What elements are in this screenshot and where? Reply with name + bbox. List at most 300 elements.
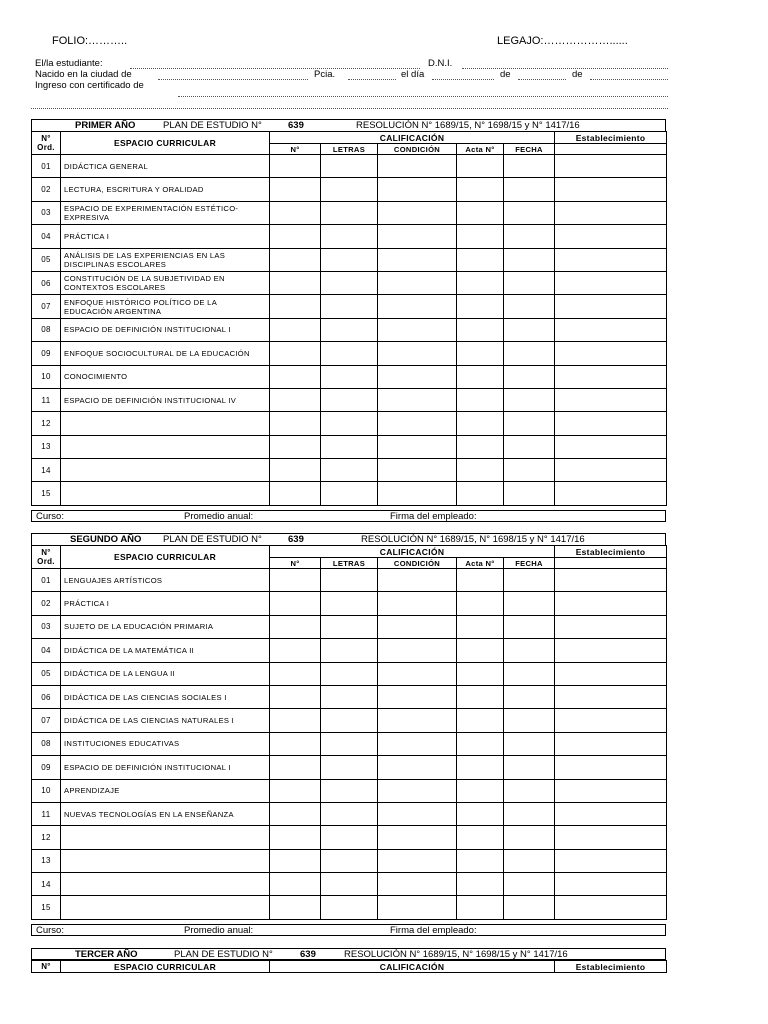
date-cell[interactable] [504, 248, 555, 271]
record-cell[interactable] [457, 826, 504, 849]
record-cell[interactable] [457, 365, 504, 388]
col-subject: ESPACIO CURRICULAR [61, 961, 270, 973]
subject-order: 01 [32, 569, 61, 592]
month-field[interactable] [518, 79, 566, 80]
date-cell[interactable] [504, 155, 555, 178]
province-field[interactable] [348, 79, 396, 80]
col-grade-number: N° [270, 144, 321, 155]
date-cell[interactable] [504, 662, 555, 685]
condition-cell[interactable] [378, 295, 457, 318]
subject-row [32, 779, 667, 802]
grade-letters-cell[interactable] [321, 779, 378, 802]
subject-order: 15 [32, 896, 61, 919]
grade-letters-cell[interactable] [321, 201, 378, 224]
record-cell[interactable] [457, 388, 504, 411]
grade-letters-cell[interactable] [321, 592, 378, 615]
condition-cell[interactable] [378, 685, 457, 708]
subject-order: 13 [32, 849, 61, 872]
grade-number-cell[interactable] [270, 365, 321, 388]
subject-name: DIDÁCTICA DE LA LENGUA II [61, 662, 270, 685]
year-2-plan-label: PLAN DE ESTUDIO N° [163, 534, 262, 545]
date-cell[interactable] [504, 435, 555, 458]
col-school: Establecimiento [555, 546, 667, 558]
grade-letters-cell[interactable] [321, 756, 378, 779]
student-label: El/la estudiante: [35, 58, 103, 69]
subject-name: ESPACIO DE DEFINICIÓN INSTITUCIONAL IV [61, 388, 270, 411]
school-cell[interactable] [555, 709, 667, 732]
grade-number-cell[interactable] [270, 459, 321, 482]
subject-name: CONOCIMIENTO [61, 365, 270, 388]
col-condition: CONDICIÓN [378, 558, 457, 569]
school-cell[interactable] [555, 201, 667, 224]
grade-letters-cell[interactable] [321, 639, 378, 662]
date-cell[interactable] [504, 569, 555, 592]
grade-number-cell[interactable] [270, 802, 321, 825]
subject-row [32, 709, 667, 732]
subject-order: 14 [32, 459, 61, 482]
grade-letters-cell[interactable] [321, 178, 378, 201]
record-cell[interactable] [457, 662, 504, 685]
legajo-label: LEGAJO:………………...... [497, 35, 628, 47]
subject-order: 04 [32, 225, 61, 248]
subject-order: 12 [32, 826, 61, 849]
grade-letters-cell[interactable] [321, 342, 378, 365]
subject-order: 15 [32, 482, 61, 505]
date-cell[interactable] [504, 779, 555, 802]
grade-letters-cell[interactable] [321, 615, 378, 638]
record-cell[interactable] [457, 639, 504, 662]
col-date: FECHA [504, 144, 555, 155]
subject-row [32, 318, 667, 341]
condition-cell[interactable] [378, 318, 457, 341]
subject-order: 08 [32, 318, 61, 341]
subject-name: PRÁCTICA I [61, 592, 270, 615]
subject-order: 05 [32, 662, 61, 685]
record-cell[interactable] [457, 318, 504, 341]
condition-cell[interactable] [378, 756, 457, 779]
date-cell[interactable] [504, 826, 555, 849]
grade-letters-cell[interactable] [321, 826, 378, 849]
condition-cell[interactable] [378, 225, 457, 248]
subject-name: APRENDIZAJE [61, 779, 270, 802]
date-cell[interactable] [504, 732, 555, 755]
subject-name: DIDÁCTICA DE LAS CIENCIAS SOCIALES I [61, 685, 270, 708]
date-cell[interactable] [504, 412, 555, 435]
school-cell[interactable] [555, 685, 667, 708]
record-cell[interactable] [457, 873, 504, 896]
subject-row [32, 592, 667, 615]
school-cell[interactable] [555, 271, 667, 294]
grade-number-cell[interactable] [270, 592, 321, 615]
grade-letters-cell[interactable] [321, 482, 378, 505]
grade-letters-cell[interactable] [321, 248, 378, 271]
record-cell[interactable] [457, 756, 504, 779]
grade-letters-cell[interactable] [321, 318, 378, 341]
grade-number-cell[interactable] [270, 482, 321, 505]
grade-letters-cell[interactable] [321, 802, 378, 825]
subject-name [61, 482, 270, 505]
year-3-plan-number: 639 [300, 949, 316, 960]
grade-letters-cell[interactable] [321, 225, 378, 248]
col-grade: CALIFICACIÓN [270, 546, 555, 558]
date-cell[interactable] [504, 482, 555, 505]
subject-order: 09 [32, 756, 61, 779]
school-cell[interactable] [555, 802, 667, 825]
condition-cell[interactable] [378, 482, 457, 505]
grade-letters-cell[interactable] [321, 155, 378, 178]
school-cell[interactable] [555, 459, 667, 482]
condition-cell[interactable] [378, 435, 457, 458]
date-cell[interactable] [504, 802, 555, 825]
year-1-signature-label: Firma del empleado: [390, 511, 477, 522]
col-school: Establecimiento [555, 132, 667, 144]
grade-number-cell[interactable] [270, 342, 321, 365]
province-label: Pcia. [314, 69, 336, 80]
grade-number-cell[interactable] [270, 295, 321, 318]
school-cell[interactable] [555, 662, 667, 685]
subject-row [32, 459, 667, 482]
date-cell[interactable] [504, 342, 555, 365]
school-cell[interactable] [555, 615, 667, 638]
record-cell[interactable] [457, 271, 504, 294]
condition-cell[interactable] [378, 412, 457, 435]
col-record: Acta N° [457, 144, 504, 155]
date-cell[interactable] [504, 756, 555, 779]
record-cell[interactable] [457, 482, 504, 505]
grade-number-cell[interactable] [270, 779, 321, 802]
subject-name [61, 849, 270, 872]
year-1-plan-number: 639 [288, 120, 304, 131]
subject-order: 04 [32, 639, 61, 662]
grade-number-cell[interactable] [270, 201, 321, 224]
subject-order: 02 [32, 178, 61, 201]
date-cell[interactable] [504, 295, 555, 318]
grade-number-cell[interactable] [270, 569, 321, 592]
condition-cell[interactable] [378, 732, 457, 755]
subject-name: DIDÁCTICA DE LA MATEMÁTICA II [61, 639, 270, 662]
school-cell[interactable] [555, 592, 667, 615]
year-field[interactable] [590, 79, 668, 80]
school-cell[interactable] [555, 896, 667, 919]
record-cell[interactable] [457, 342, 504, 365]
subject-row [32, 802, 667, 825]
subject-row [32, 201, 667, 224]
day-label: el día [401, 69, 425, 80]
condition-cell[interactable] [378, 388, 457, 411]
subject-row [32, 178, 667, 201]
record-cell[interactable] [457, 685, 504, 708]
year-2-footer [31, 924, 666, 936]
col-subject: ESPACIO CURRICULAR [61, 546, 270, 569]
subject-row [32, 295, 667, 318]
grade-letters-cell[interactable] [321, 388, 378, 411]
school-cell[interactable] [555, 639, 667, 662]
subject-order: 14 [32, 873, 61, 896]
subject-name: PRÁCTICA I [61, 225, 270, 248]
school-cell[interactable] [555, 295, 667, 318]
date-cell[interactable] [504, 685, 555, 708]
grade-number-cell[interactable] [270, 225, 321, 248]
subject-order: 07 [32, 709, 61, 732]
date-cell[interactable] [504, 388, 555, 411]
record-cell[interactable] [457, 615, 504, 638]
col-number: N° Ord. [32, 132, 61, 155]
grade-letters-cell[interactable] [321, 569, 378, 592]
subject-order: 13 [32, 435, 61, 458]
record-cell[interactable] [457, 802, 504, 825]
col-record: Acta N° [457, 558, 504, 569]
record-cell[interactable] [457, 709, 504, 732]
year-3-name: TERCER AÑO [75, 949, 138, 960]
school-cell[interactable] [555, 873, 667, 896]
subject-name: DIDÁCTICA GENERAL [61, 155, 270, 178]
grade-letters-cell[interactable] [321, 873, 378, 896]
school-cell[interactable] [555, 482, 667, 505]
date-cell[interactable] [504, 201, 555, 224]
school-cell[interactable] [555, 826, 667, 849]
grade-letters-cell[interactable] [321, 685, 378, 708]
subject-row [32, 271, 667, 294]
school-cell[interactable] [555, 248, 667, 271]
condition-cell[interactable] [378, 615, 457, 638]
date-cell[interactable] [504, 873, 555, 896]
school-cell[interactable] [555, 342, 667, 365]
subject-row [32, 756, 667, 779]
record-cell[interactable] [457, 225, 504, 248]
record-cell[interactable] [457, 569, 504, 592]
subject-row [32, 365, 667, 388]
record-cell[interactable] [457, 178, 504, 201]
grade-number-cell[interactable] [270, 849, 321, 872]
subject-row [32, 849, 667, 872]
year-2-name: SEGUNDO AÑO [70, 534, 142, 545]
grade-number-cell[interactable] [270, 662, 321, 685]
condition-cell[interactable] [378, 826, 457, 849]
subject-row [32, 342, 667, 365]
condition-cell[interactable] [378, 569, 457, 592]
date-cell[interactable] [504, 365, 555, 388]
subject-row [32, 639, 667, 662]
subject-name [61, 896, 270, 919]
folio-label: FOLIO:……….. [52, 35, 128, 47]
year-2-course-label: Curso: [36, 925, 64, 936]
school-cell[interactable] [555, 569, 667, 592]
condition-cell[interactable] [378, 849, 457, 872]
grade-letters-cell[interactable] [321, 365, 378, 388]
city-field[interactable] [158, 79, 308, 80]
date-cell[interactable] [504, 639, 555, 662]
subject-row [32, 388, 667, 411]
school-cell[interactable] [555, 318, 667, 341]
grade-number-cell[interactable] [270, 709, 321, 732]
subject-row [32, 225, 667, 248]
year-2-title-bar [31, 533, 666, 545]
year-1-title-bar [31, 119, 666, 131]
col-grade-number: N° [270, 558, 321, 569]
grade-number-cell[interactable] [270, 435, 321, 458]
record-cell[interactable] [457, 732, 504, 755]
school-cell[interactable] [555, 365, 667, 388]
col-grade-letters: LETRAS [321, 558, 378, 569]
subject-order: 05 [32, 248, 61, 271]
date-cell[interactable] [504, 271, 555, 294]
subject-order: 07 [32, 295, 61, 318]
subject-order: 10 [32, 365, 61, 388]
condition-cell[interactable] [378, 639, 457, 662]
student-field[interactable] [130, 68, 420, 69]
school-cell[interactable] [555, 178, 667, 201]
record-cell[interactable] [457, 849, 504, 872]
grade-letters-cell[interactable] [321, 435, 378, 458]
school-cell[interactable] [555, 155, 667, 178]
condition-cell[interactable] [378, 873, 457, 896]
grade-number-cell[interactable] [270, 318, 321, 341]
condition-cell[interactable] [378, 155, 457, 178]
grade-letters-cell[interactable] [321, 662, 378, 685]
day-field[interactable] [432, 79, 494, 80]
col-condition: CONDICIÓN [378, 144, 457, 155]
subject-order: 03 [32, 615, 61, 638]
grade-number-cell[interactable] [270, 412, 321, 435]
condition-cell[interactable] [378, 248, 457, 271]
grade-number-cell[interactable] [270, 896, 321, 919]
school-cell[interactable] [555, 388, 667, 411]
subject-order: 12 [32, 412, 61, 435]
condition-cell[interactable] [378, 365, 457, 388]
record-cell[interactable] [457, 459, 504, 482]
subject-order: 11 [32, 802, 61, 825]
record-cell[interactable] [457, 779, 504, 802]
date-cell[interactable] [504, 592, 555, 615]
date-cell[interactable] [504, 709, 555, 732]
school-cell[interactable] [555, 732, 667, 755]
condition-cell[interactable] [378, 802, 457, 825]
grade-number-cell[interactable] [270, 639, 321, 662]
condition-cell[interactable] [378, 709, 457, 732]
record-cell[interactable] [457, 201, 504, 224]
year-1-resolution: RESOLUCIÓN N° 1689/15, N° 1698/15 y N° 1417/16 [356, 120, 580, 131]
school-cell[interactable] [555, 756, 667, 779]
col-number: N° Ord. [32, 546, 61, 569]
month-de-label: de [500, 69, 511, 80]
grade-letters-cell[interactable] [321, 732, 378, 755]
subject-order: 10 [32, 779, 61, 802]
subject-row [32, 569, 667, 592]
grade-number-cell[interactable] [270, 732, 321, 755]
grade-letters-cell[interactable] [321, 849, 378, 872]
grade-letters-cell[interactable] [321, 709, 378, 732]
condition-cell[interactable] [378, 896, 457, 919]
col-grade: CALIFICACIÓN [270, 132, 555, 144]
date-cell[interactable] [504, 459, 555, 482]
subject-row [32, 732, 667, 755]
condition-cell[interactable] [378, 271, 457, 294]
date-cell[interactable] [504, 849, 555, 872]
subject-order: 09 [32, 342, 61, 365]
record-cell[interactable] [457, 896, 504, 919]
school-cell[interactable] [555, 435, 667, 458]
year-1-course-label: Curso: [36, 511, 64, 522]
subject-order: 06 [32, 271, 61, 294]
subject-name: ENFOQUE HISTÓRICO POLÍTICO DE LA EDUCACIÓN ARGENTINA [61, 295, 270, 318]
col-number: N° [32, 961, 61, 973]
certificate-field-line2[interactable] [31, 108, 668, 109]
grade-number-cell[interactable] [270, 388, 321, 411]
grade-letters-cell[interactable] [321, 896, 378, 919]
school-cell[interactable] [555, 412, 667, 435]
grade-number-cell[interactable] [270, 155, 321, 178]
date-cell[interactable] [504, 318, 555, 341]
condition-cell[interactable] [378, 779, 457, 802]
grade-number-cell[interactable] [270, 271, 321, 294]
subject-name: NUEVAS TECNOLOGÍAS EN LA ENSEÑANZA [61, 802, 270, 825]
date-cell[interactable] [504, 896, 555, 919]
school-cell[interactable] [555, 779, 667, 802]
record-cell[interactable] [457, 155, 504, 178]
col-school-sub [555, 558, 667, 569]
grade-number-cell[interactable] [270, 826, 321, 849]
condition-cell[interactable] [378, 342, 457, 365]
year-3-plan-label: PLAN DE ESTUDIO N° [174, 949, 273, 960]
record-cell[interactable] [457, 592, 504, 615]
grade-letters-cell[interactable] [321, 271, 378, 294]
subject-name: LECTURA, ESCRITURA Y ORALIDAD [61, 178, 270, 201]
certificate-field[interactable] [178, 96, 668, 97]
year-1-name: PRIMER AÑO [75, 120, 136, 131]
school-cell[interactable] [555, 225, 667, 248]
condition-cell[interactable] [378, 592, 457, 615]
grade-letters-cell[interactable] [321, 412, 378, 435]
record-cell[interactable] [457, 435, 504, 458]
grade-number-cell[interactable] [270, 873, 321, 896]
subject-row [32, 248, 667, 271]
subject-row [32, 412, 667, 435]
year-2-table [31, 545, 667, 920]
condition-cell[interactable] [378, 662, 457, 685]
grade-number-cell[interactable] [270, 178, 321, 201]
condition-cell[interactable] [378, 178, 457, 201]
year-1-plan-label: PLAN DE ESTUDIO N° [163, 120, 262, 131]
date-cell[interactable] [504, 225, 555, 248]
grade-number-cell[interactable] [270, 248, 321, 271]
school-cell[interactable] [555, 849, 667, 872]
dni-field[interactable] [462, 68, 668, 69]
subject-row [32, 896, 667, 919]
subject-name [61, 826, 270, 849]
grade-letters-cell[interactable] [321, 459, 378, 482]
grade-number-cell[interactable] [270, 615, 321, 638]
date-cell[interactable] [504, 615, 555, 638]
subject-name: INSTITUCIONES EDUCATIVAS [61, 732, 270, 755]
subject-name [61, 873, 270, 896]
subject-name [61, 412, 270, 435]
condition-cell[interactable] [378, 201, 457, 224]
grade-letters-cell[interactable] [321, 295, 378, 318]
record-cell[interactable] [457, 295, 504, 318]
grade-number-cell[interactable] [270, 685, 321, 708]
year-3-resolution: RESOLUCIÓN N° 1689/15, N° 1698/15 y N° 1417/16 [344, 949, 568, 960]
subject-name: ESPACIO DE EXPERIMENTACIÓN ESTÉTICO-EXPRESIVA [61, 201, 270, 224]
grade-number-cell[interactable] [270, 756, 321, 779]
date-cell[interactable] [504, 178, 555, 201]
year-2-average-label: Promedio anual: [184, 925, 254, 936]
year-2-signature-label: Firma del empleado: [390, 925, 477, 936]
condition-cell[interactable] [378, 459, 457, 482]
subject-row [32, 662, 667, 685]
record-cell[interactable] [457, 248, 504, 271]
year-2-resolution: RESOLUCIÓN N° 1689/15, N° 1698/15 y N° 1417/16 [361, 534, 585, 545]
record-cell[interactable] [457, 412, 504, 435]
